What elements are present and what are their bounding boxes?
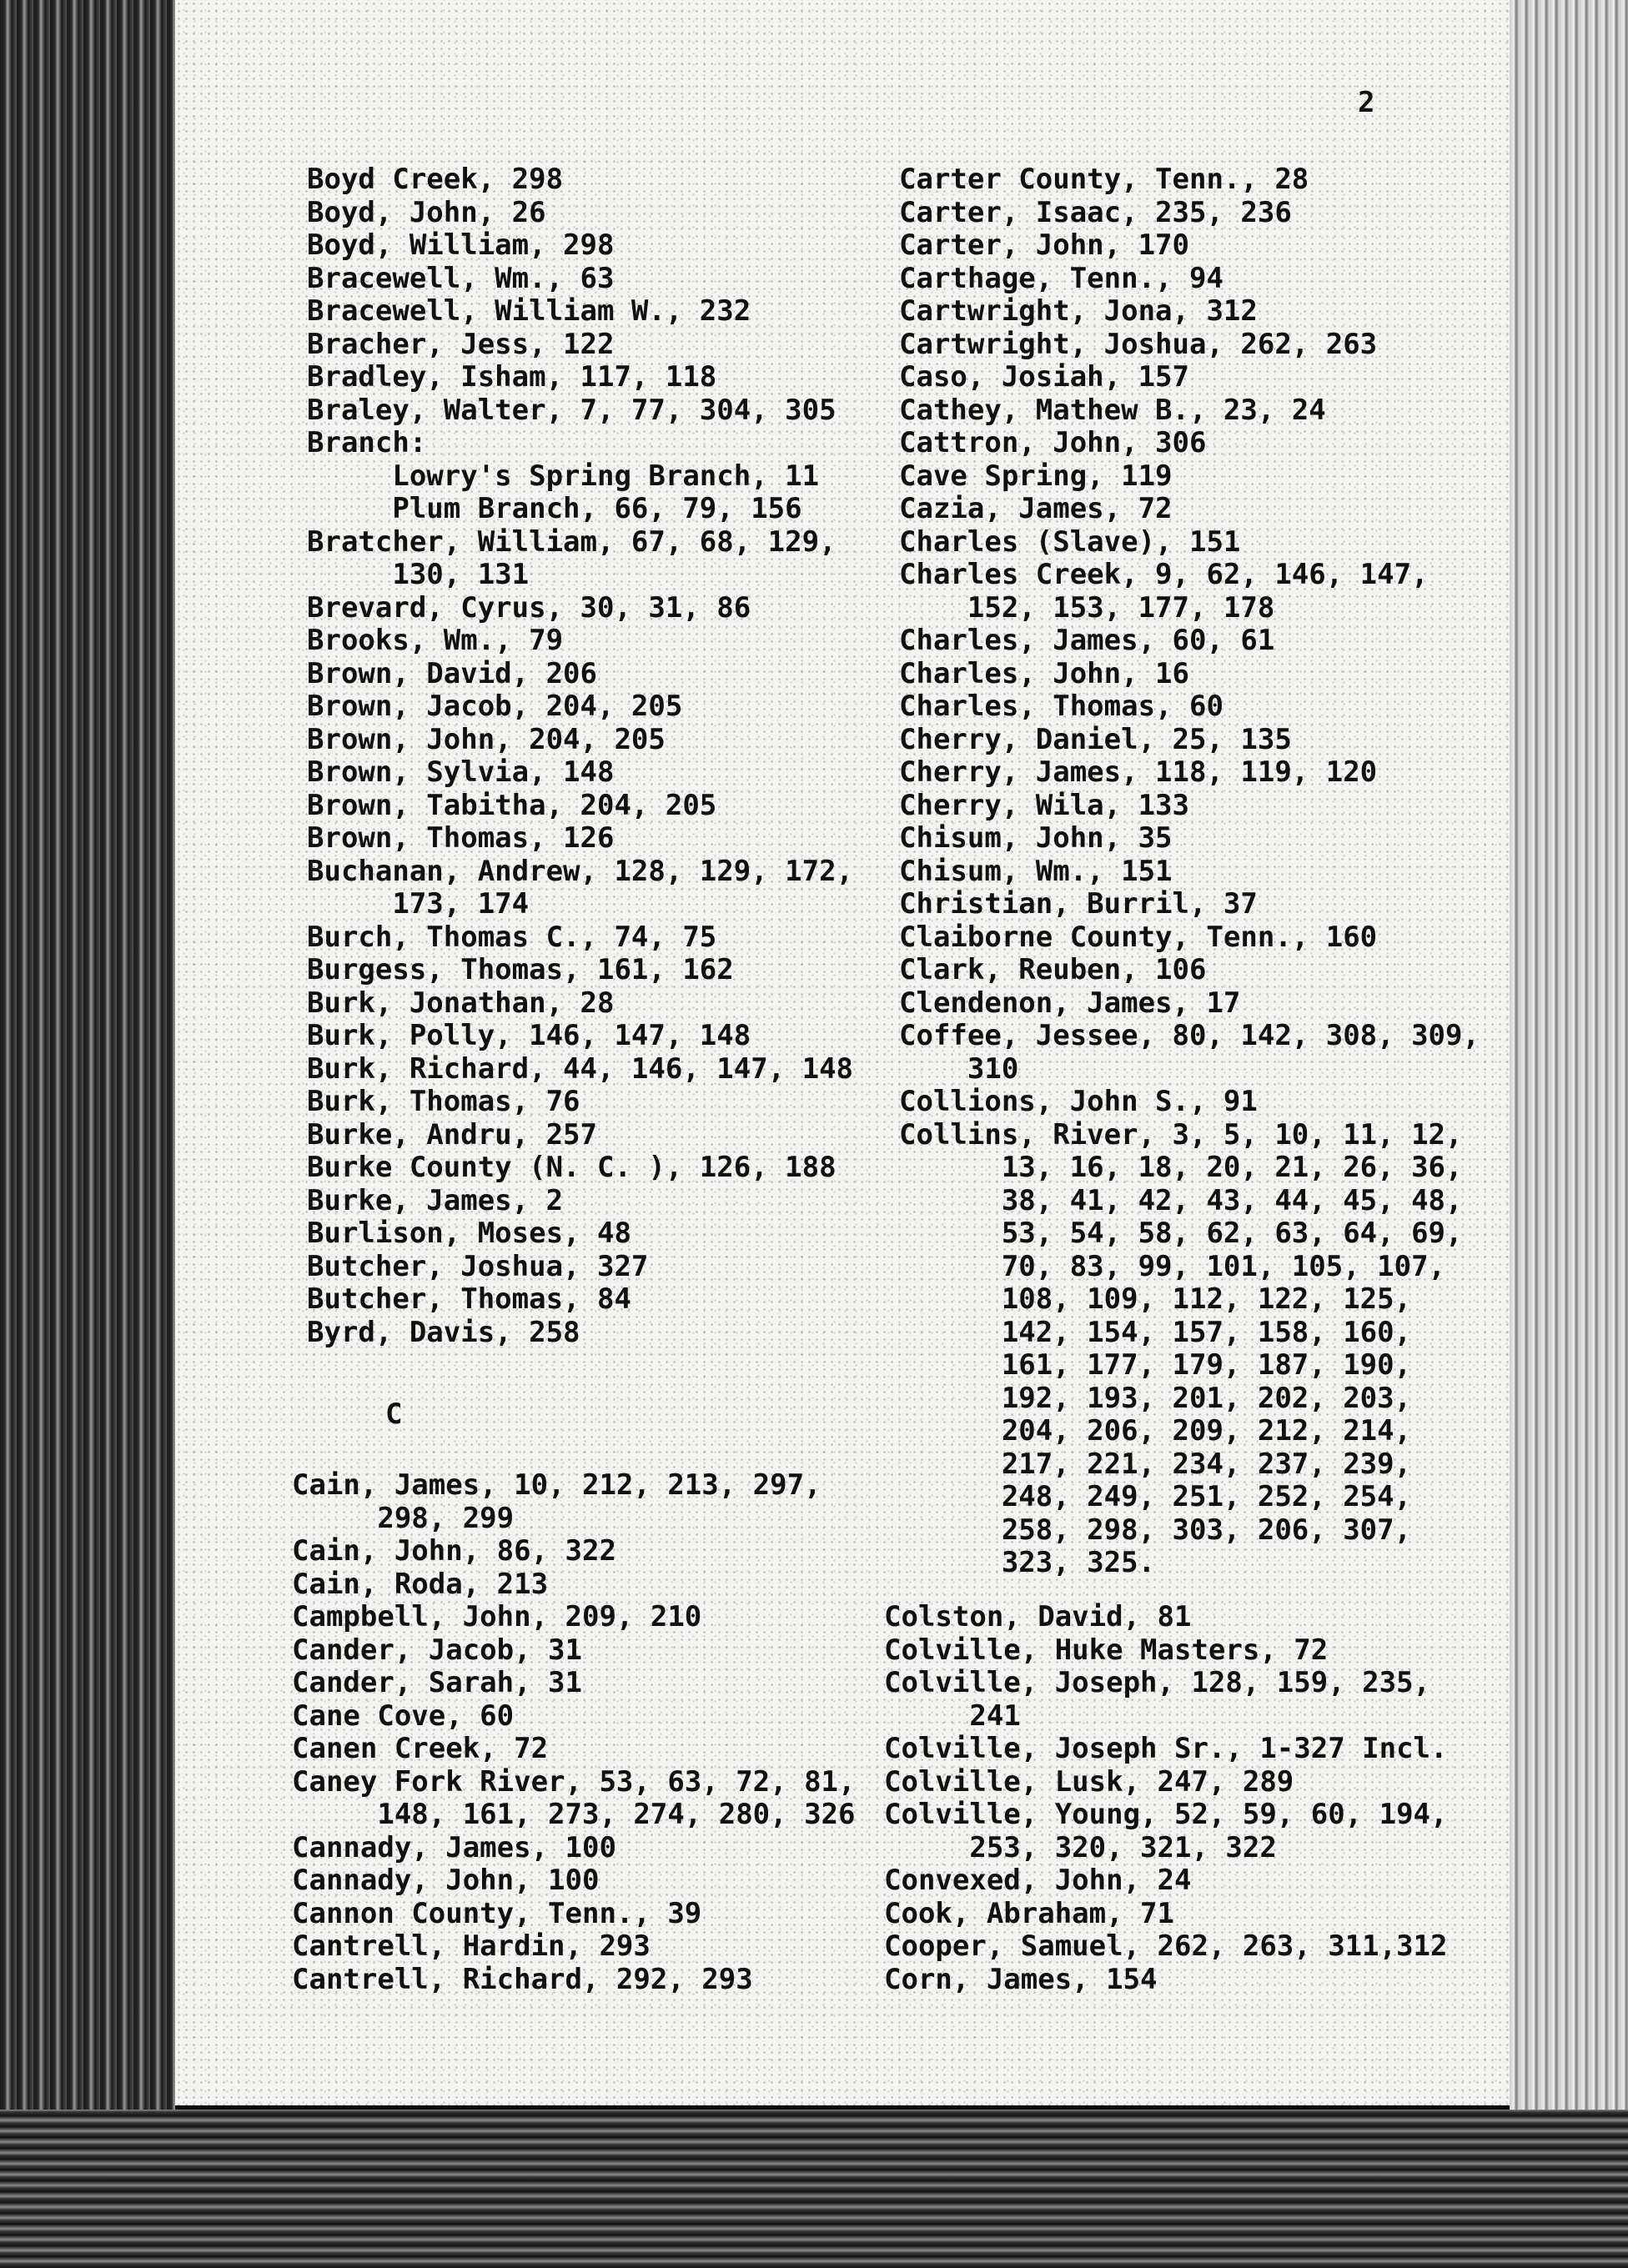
index-entry: 204, 206, 209, 212, 214, — [899, 1414, 1412, 1448]
index-entry: Charles (Slave), 151 — [899, 524, 1241, 559]
index-entry: 241 — [884, 1698, 1021, 1733]
index-entry: Convexed, John, 24 — [884, 1864, 1192, 1897]
index-entry: 217, 221, 234, 237, 239, — [899, 1447, 1412, 1481]
index-entry: Cander, Sarah, 31 — [292, 1666, 582, 1699]
index-entry: 323, 325. — [899, 1546, 1156, 1579]
index-entry: 248, 249, 251, 252, 254, — [899, 1480, 1412, 1513]
index-entry: Branch: — [307, 426, 427, 459]
index-entry: Burlison, Moses, 48 — [307, 1217, 631, 1250]
index-entry: Cherry, Wila, 133 — [899, 788, 1189, 822]
index-entry: Caney Fork River, 53, 63, 72, 81, — [292, 1764, 856, 1799]
index-entry: Colville, Joseph Sr., 1-327 Incl. — [884, 1732, 1448, 1765]
index-entry: Bratcher, William, 67, 68, 129, — [307, 524, 837, 559]
index-entry: Colville, Lusk, 247, 289 — [884, 1764, 1294, 1799]
index-entry: Cannady, John, 100 — [292, 1864, 600, 1897]
index-entry: Brown, David, 206 — [307, 656, 597, 690]
index-entry: Canen Creek, 72 — [292, 1732, 549, 1765]
index-entry: Charles, Thomas, 60 — [899, 690, 1224, 723]
index-entry: 161, 177, 179, 187, 190, — [899, 1348, 1412, 1382]
index-entry: 173, 174 — [307, 887, 530, 921]
index-entry: Cartwright, Jona, 312 — [899, 294, 1258, 328]
index-entry: Brown, Jacob, 204, 205 — [307, 690, 683, 723]
index-entry: 152, 153, 177, 178 — [899, 590, 1275, 625]
index-entry: Cain, James, 10, 212, 213, 297, — [292, 1468, 822, 1502]
index-entry: Brooks, Wm., 79 — [307, 624, 564, 657]
index-entry: Carter, Isaac, 235, 236 — [899, 195, 1292, 229]
index-entry: Brevard, Cyrus, 30, 31, 86 — [307, 590, 751, 625]
index-entry: Cherry, Daniel, 25, 135 — [899, 722, 1292, 756]
index-entry: Bradley, Isham, 117, 118 — [307, 360, 717, 394]
index-entry: Christian, Burril, 37 — [899, 887, 1258, 921]
index-entry: Cartwright, Joshua, 262, 263 — [899, 327, 1378, 361]
index-entry: Lowry's Spring Branch, 11 — [307, 459, 820, 493]
index-entry: Clendenon, James, 17 — [899, 986, 1241, 1020]
index-entry: Charles Creek, 9, 62, 146, 147, — [899, 558, 1429, 591]
scan-bottom-edge — [0, 2110, 1628, 2268]
index-entry: Collions, John S., 91 — [899, 1085, 1258, 1118]
index-column-left-bottom — [292, 1469, 856, 1996]
index-entry: Cane Cove, 60 — [292, 1698, 515, 1733]
index-entry: Cave Spring, 119 — [899, 459, 1173, 493]
index-entry: Plum Branch, 66, 79, 156 — [307, 492, 802, 525]
index-entry: 38, 41, 42, 43, 44, 45, 48, — [899, 1183, 1463, 1217]
index-entry: Cander, Jacob, 31 — [292, 1633, 582, 1667]
index-entry: Cattron, John, 306 — [899, 426, 1207, 459]
index-entry: Cazia, James, 72 — [899, 492, 1173, 525]
index-entry: Campbell, John, 209, 210 — [292, 1600, 702, 1633]
index-entry: Braley, Walter, 7, 77, 304, 305 — [307, 393, 837, 427]
index-entry: Cain, John, 86, 322 — [292, 1534, 616, 1568]
index-entry: 310 — [899, 1051, 1019, 1086]
index-entry: Colville, Huke Masters, 72 — [884, 1633, 1329, 1667]
index-entry: Bracewell, Wm., 63 — [307, 261, 615, 295]
index-entry: Caso, Josiah, 157 — [899, 360, 1189, 394]
index-entry: Burke, James, 2 — [307, 1183, 564, 1217]
index-entry: Corn, James, 154 — [884, 1962, 1158, 1996]
index-entry: Brown, Thomas, 126 — [307, 821, 615, 855]
index-entry: Cathey, Mathew B., 23, 24 — [899, 393, 1326, 427]
index-entry: Brown, Tabitha, 204, 205 — [307, 788, 717, 822]
index-entry: Clark, Reuben, 106 — [899, 953, 1207, 986]
index-entry: Coffee, Jessee, 80, 142, 308, 309, — [899, 1019, 1480, 1052]
index-entry: Chisum, Wm., 151 — [899, 854, 1173, 888]
index-entry: 13, 16, 18, 20, 21, 26, 36, — [899, 1151, 1463, 1184]
index-entry: Cain, Roda, 213 — [292, 1567, 549, 1601]
index-entry: Burgess, Thomas, 161, 162 — [307, 953, 734, 986]
index-entry: 253, 320, 321, 322 — [884, 1830, 1277, 1864]
index-entry: Carthage, Tenn., 94 — [899, 261, 1224, 295]
index-entry: Boyd Creek, 298 — [307, 163, 564, 196]
index-entry: Burch, Thomas C., 74, 75 — [307, 920, 717, 954]
page-number: 2 — [1358, 86, 1375, 119]
index-entry: Burk, Thomas, 76 — [307, 1085, 580, 1118]
index-entry: Butcher, Joshua, 327 — [307, 1249, 649, 1283]
index-entry: Carter, John, 170 — [899, 228, 1189, 262]
index-entry: Colston, David, 81 — [884, 1600, 1192, 1633]
index-entry: Butcher, Thomas, 84 — [307, 1282, 631, 1316]
index-entry: Bracher, Jess, 122 — [307, 327, 615, 361]
index-entry: Burk, Jonathan, 28 — [307, 986, 615, 1020]
scan-right-edge — [1510, 0, 1628, 2118]
index-entry: Carter County, Tenn., 28 — [899, 163, 1309, 196]
index-entry: 130, 131 — [307, 558, 530, 591]
index-entry: 142, 154, 157, 158, 160, — [899, 1315, 1412, 1349]
index-entry: Burke County (N. C. ), 126, 188 — [307, 1151, 837, 1184]
index-entry: Cook, Abraham, 71 — [884, 1896, 1174, 1930]
index-entry: Colville, Young, 52, 59, 60, 194, — [884, 1798, 1448, 1831]
index-entry: Bracewell, William W., 232 — [307, 294, 751, 328]
index-entry: Chisum, John, 35 — [899, 821, 1173, 855]
index-column-right-bottom — [884, 1601, 1448, 1996]
scan-left-edge — [0, 0, 175, 2268]
index-entry: Cherry, James, 118, 119, 120 — [899, 755, 1378, 789]
index-entry: 258, 298, 303, 206, 307, — [899, 1513, 1412, 1547]
index-entry: Burke, Andru, 257 — [307, 1117, 597, 1152]
index-entry: Boyd, John, 26 — [307, 195, 546, 229]
index-entry: Burk, Richard, 44, 146, 147, 148 — [307, 1051, 854, 1086]
index-entry: Colville, Joseph, 128, 159, 235, — [884, 1666, 1431, 1699]
index-entry: Charles, James, 60, 61 — [899, 624, 1275, 657]
index-entry: Collins, River, 3, 5, 10, 11, 12, — [899, 1117, 1463, 1152]
index-entry: 53, 54, 58, 62, 63, 64, 69, — [899, 1217, 1463, 1250]
index-entry: Boyd, William, 298 — [307, 228, 615, 262]
index-entry: Claiborne County, Tenn., 160 — [899, 920, 1378, 954]
index-entry: Buchanan, Andrew, 128, 129, 172, — [307, 854, 854, 888]
index-entry: Cooper, Samuel, 262, 263, 311,312 — [884, 1929, 1448, 1963]
index-entry: Byrd, Davis, 258 — [307, 1315, 580, 1349]
index-entry: Cantrell, Richard, 292, 293 — [292, 1962, 753, 1996]
section-letter: C — [385, 1397, 403, 1431]
index-entry: 148, 161, 273, 274, 280, 326 — [292, 1798, 856, 1831]
index-entry: Charles, John, 16 — [899, 656, 1189, 690]
index-entry: Cantrell, Hardin, 293 — [292, 1929, 651, 1963]
index-column-left-top — [307, 163, 853, 1349]
index-entry: 108, 109, 112, 122, 125, — [899, 1282, 1412, 1316]
index-entry: Cannady, James, 100 — [292, 1830, 616, 1864]
index-entry: Cannon County, Tenn., 39 — [292, 1896, 702, 1930]
index-entry: Burk, Polly, 146, 147, 148 — [307, 1019, 751, 1052]
index-entry: 192, 193, 201, 202, 203, — [899, 1381, 1412, 1415]
index-entry: 298, 299 — [292, 1501, 515, 1535]
index-column-right-top — [899, 163, 1480, 1580]
index-entry: 70, 83, 99, 101, 105, 107, — [899, 1249, 1446, 1283]
index-entry: Brown, John, 204, 205 — [307, 722, 666, 756]
index-entry: Brown, Sylvia, 148 — [307, 755, 615, 789]
